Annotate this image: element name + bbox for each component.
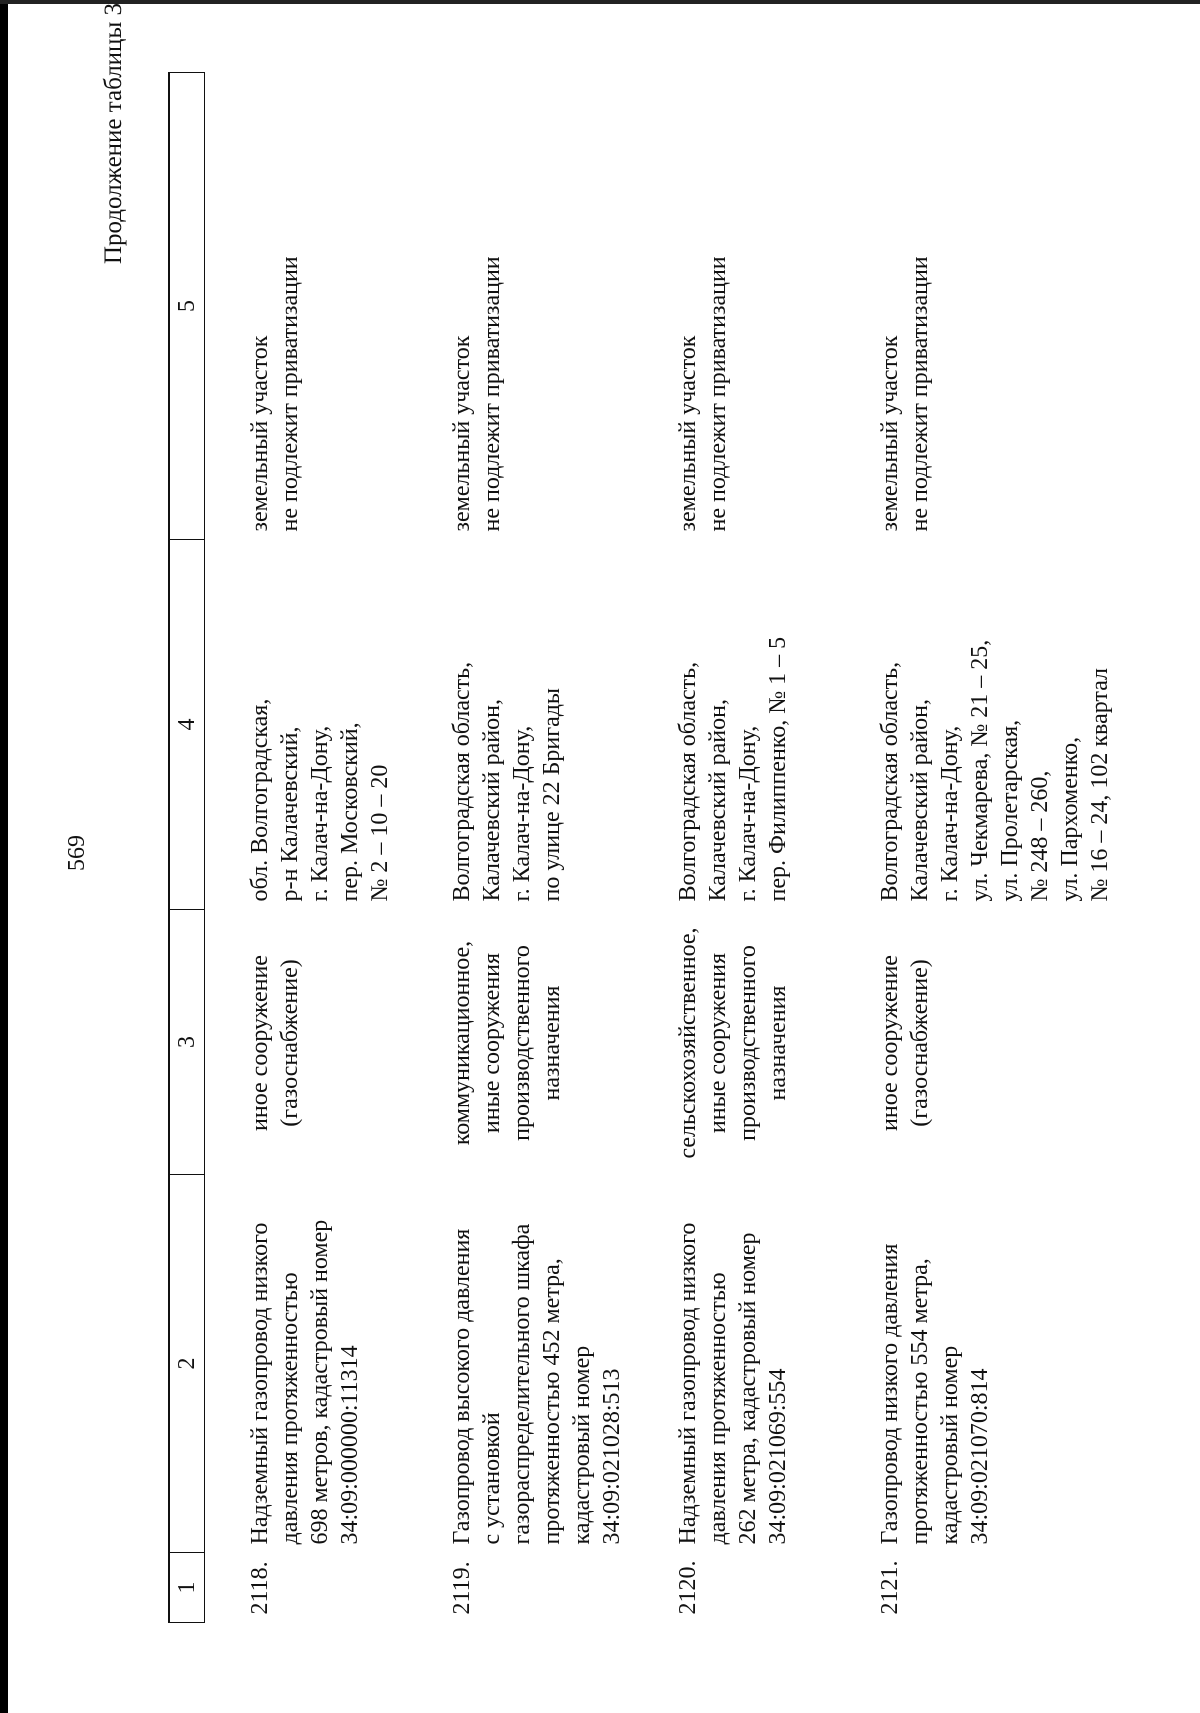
object-name-cell-line: 698 метров, кадастровый номер	[307, 1219, 333, 1545]
address-cell-line: Калачевский район,	[479, 699, 505, 902]
object-name-cell	[407, 1175, 633, 1553]
status-cell-line: не подлежит приватизации	[277, 256, 303, 532]
table-row	[633, 73, 835, 1623]
object-type-cell-line: иные сооружения	[705, 952, 731, 1134]
address-cell-line: Волгоградская область,	[675, 661, 701, 902]
address-cell-line: обл. Волгоградская,	[247, 698, 273, 902]
object-type-cell-line: коммуникационное,	[449, 940, 475, 1146]
object-name-cell-line: давления протяженностью	[277, 1272, 303, 1545]
status-cell-line: земельный участок	[247, 335, 273, 532]
status-cell	[835, 73, 1175, 540]
object-name-cell-line: 34:09:021070:814	[967, 1368, 993, 1545]
table-row	[835, 73, 1175, 1623]
address-cell-line: № 16 – 24, 102 квартал	[1087, 667, 1113, 902]
status-cell-line: не подлежит приватизации	[705, 256, 731, 532]
address-cell-line: р-н Калачевский,	[277, 726, 303, 902]
object-name-cell-line: 34:09:021069:554	[765, 1368, 791, 1545]
row-number-cell: 2119.	[449, 1561, 475, 1615]
address-cell-line: Калачевский район,	[705, 699, 731, 902]
property-table	[168, 72, 1175, 1623]
status-cell	[205, 73, 408, 540]
object-type-cell	[205, 910, 408, 1175]
status-cell	[633, 73, 835, 540]
object-name-cell-line: Надземный газопровод низкого	[247, 1222, 273, 1545]
object-type-cell	[835, 910, 1175, 1175]
address-cell-line: пер. Московский,	[337, 722, 363, 902]
object-name-cell-line: 34:09:000000:11314	[337, 1345, 363, 1545]
table-row	[407, 73, 633, 1623]
address-cell-line: г. Калач-на-Дону,	[937, 725, 963, 902]
address-cell-line: г. Калач-на-Дону,	[509, 725, 535, 902]
address-cell-line: Волгоградская область,	[449, 661, 475, 902]
address-cell-line: г. Калач-на-Дону,	[307, 725, 333, 902]
status-cell-line: земельный участок	[877, 335, 903, 532]
table-caption: Продолжение таблицы 3	[100, 3, 127, 265]
object-type-cell	[633, 910, 835, 1175]
column-header: 1	[169, 1553, 205, 1623]
object-type-cell-line: иное сооружение	[877, 955, 903, 1131]
address-cell	[407, 540, 633, 910]
status-cell-line: не подлежит приватизации	[907, 256, 933, 532]
object-type-cell-line: производственного	[509, 945, 535, 1141]
column-header: 3	[169, 910, 205, 1175]
object-type-cell-line: назначения	[765, 985, 791, 1101]
object-name-cell-line: 262 метра, кадастровый номер	[735, 1232, 761, 1545]
object-type-cell-line: назначения	[539, 985, 565, 1101]
object-name-cell-line: газораспределительного шкафа	[509, 1223, 535, 1545]
object-name-cell-line: кадастровый номер	[937, 1345, 963, 1545]
address-cell-line: ул. Пархоменко,	[1057, 736, 1083, 902]
object-type-cell-line: иное сооружение	[247, 955, 273, 1131]
object-type-cell-line: производственного	[735, 945, 761, 1141]
status-cell-line: земельный участок	[675, 335, 701, 532]
status-cell-line: земельный участок	[449, 335, 475, 532]
object-type-cell	[407, 910, 633, 1175]
object-type-cell-line: (газоснабжение)	[277, 959, 303, 1127]
address-cell	[633, 540, 835, 910]
object-name-cell-line: 34:09:021028:513	[599, 1368, 625, 1545]
row-number-cell: 2120.	[675, 1560, 701, 1615]
address-cell-line: Калачевский район,	[907, 699, 933, 902]
object-name-cell-line: Надземный газопровод низкого	[675, 1222, 701, 1545]
object-name-cell-line: Газопровод высокого давления	[449, 1228, 475, 1545]
status-cell-line: не подлежит приватизации	[479, 256, 505, 532]
address-cell-line: Волгоградская область,	[877, 661, 903, 902]
object-name-cell	[205, 1175, 408, 1553]
address-cell-line: пер. Филиппенко, № 1 – 5	[765, 636, 791, 902]
column-header: 2	[169, 1175, 205, 1553]
object-name-cell	[633, 1175, 835, 1553]
address-cell-line: по улице 22 Бригады	[539, 687, 565, 902]
address-cell	[205, 540, 408, 910]
object-name-cell-line: Газопровод низкого давления	[877, 1243, 903, 1545]
object-name-cell-line: с установкой	[479, 1412, 505, 1545]
status-cell	[407, 73, 633, 540]
object-name-cell-line: давления протяженностью	[705, 1272, 731, 1545]
page-number: 569	[64, 835, 90, 871]
address-cell-line: № 248 – 260,	[1027, 770, 1053, 902]
object-type-cell-line: (газоснабжение)	[907, 959, 933, 1127]
address-cell-line: г. Калач-на-Дону,	[735, 725, 761, 902]
object-name-cell-line: протяженностью 554 метра,	[907, 1258, 933, 1545]
table-row	[205, 73, 408, 1623]
object-name-cell-line: протяженностью 452 метра,	[539, 1258, 565, 1545]
address-cell-line: ул. Чекмарева, № 21 – 25,	[967, 639, 993, 902]
address-cell	[835, 540, 1175, 910]
column-header: 4	[169, 540, 205, 910]
column-header: 5	[169, 73, 205, 540]
object-type-cell-line: сельскохозяйственное,	[675, 927, 701, 1159]
address-cell-line: ул. Пролетарская,	[997, 719, 1023, 902]
object-name-cell	[835, 1175, 1175, 1553]
table-header-row	[169, 73, 205, 1623]
row-number-cell: 2121.	[877, 1560, 903, 1615]
object-type-cell-line: иные сооружения	[479, 952, 505, 1134]
address-cell-line: № 2 – 10 – 20	[367, 764, 393, 902]
object-name-cell-line: кадастровый номер	[569, 1345, 595, 1545]
row-number-cell: 2118.	[247, 1561, 273, 1615]
